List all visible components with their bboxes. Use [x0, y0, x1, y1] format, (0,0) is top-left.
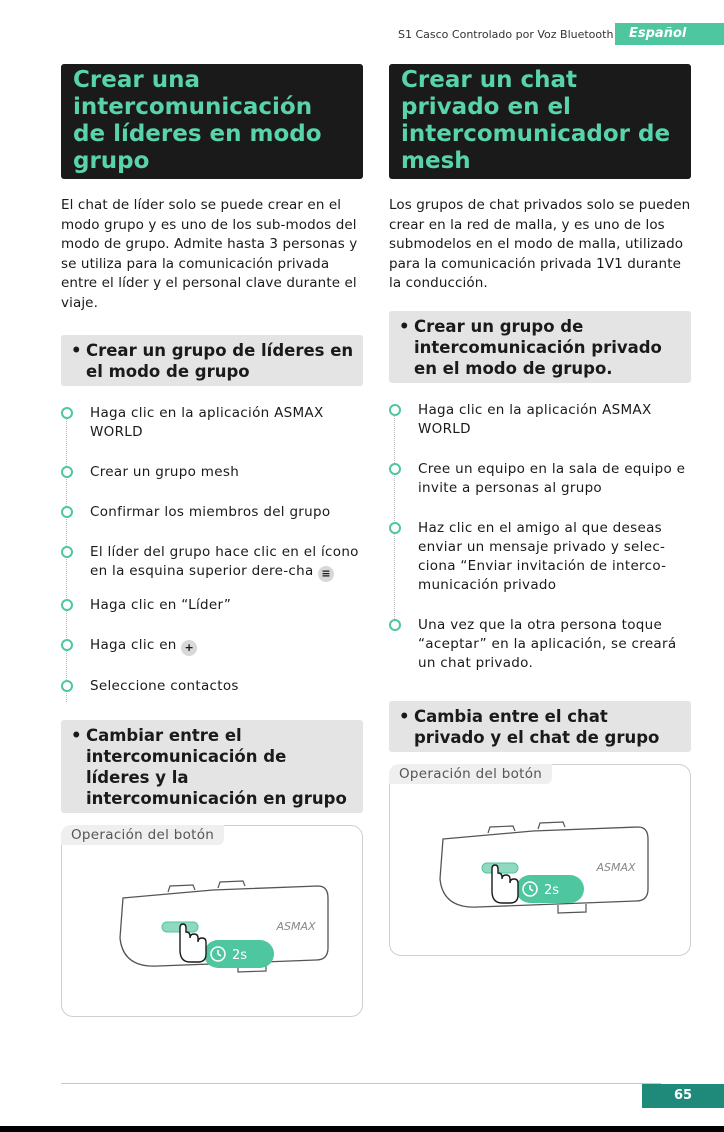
step-text: Una vez que la otra persona toque “aceptar” en la aplicación, se creará un chat privado.: [418, 616, 677, 671]
step-ring-icon: [389, 463, 401, 475]
right-section1-heading: [389, 311, 691, 383]
right-section2-text: Cambia entre el chat privado y el chat de grupo: [414, 706, 660, 747]
bullet-dot: •: [71, 726, 82, 745]
language-badge: Español: [615, 23, 724, 45]
device-illustration: [390, 765, 692, 955]
step-text: Haga clic en la aplicación ASMAX WORLD: [418, 401, 652, 437]
page-number: 65: [642, 1084, 724, 1108]
brand-logo: ASMAX: [596, 860, 636, 874]
left-step-3: [61, 503, 363, 522]
right-section1-text: Crear un grupo de intercomunicación privado en el modo de grupo.: [414, 316, 662, 378]
step-text: Haz clic en el amigo al que deseas enviar un mensaje privado y selec-ciona “Enviar invitación de interco-municación privado: [418, 519, 667, 593]
press-time-text: 2s: [544, 882, 560, 898]
right-step-3: [389, 519, 691, 595]
left-section1-text: Crear un grupo de líderes en el modo de grupo: [86, 341, 354, 381]
device-illustration: [62, 826, 364, 1016]
step-text: Confirmar los miembros del grupo: [90, 504, 331, 520]
footer-divider: [61, 1083, 661, 1084]
left-step-7: [61, 677, 363, 696]
step-ring-icon: [61, 407, 73, 419]
left-steps: [61, 404, 363, 696]
right-steps: [389, 401, 691, 673]
left-step-5: [61, 596, 363, 615]
step-text: Cree un equipo en la sala de equipo e invite a personas al grupo: [418, 460, 686, 496]
step-ring-icon: [61, 680, 73, 692]
step-text: Haga clic en “Líder”: [90, 597, 232, 613]
left-section2-heading: [61, 720, 363, 813]
right-title: Crear un chat privado en el intercomunicador de mesh: [389, 64, 691, 179]
left-step-1: [61, 404, 363, 442]
step-ring-icon: [389, 619, 401, 631]
left-intro: El chat de líder solo se puede crear en el modo grupo y es uno de los sub-modos del modo de grupo. Admite hasta 3 personas y se utiliza para la comunicación privada entre el líder y el personal clave durante el viaje.: [61, 197, 358, 311]
operation-label: Operación del botón: [61, 825, 224, 845]
step-ring-icon: [61, 466, 73, 478]
bottom-edge-bar: [0, 1126, 724, 1132]
press-time-text: 2s: [232, 948, 248, 963]
step-text: El líder del grupo hace clic en el ícono en la esquina superior dere-cha: [90, 544, 359, 579]
step-text: Crear un grupo mesh: [90, 464, 240, 480]
plus-icon: +: [181, 640, 197, 656]
left-step-6: [61, 636, 363, 656]
left-section2-text: Cambiar entre el intercomunicación de líderes y la intercomunicación en grupo: [86, 726, 347, 808]
step-ring-icon: [61, 639, 73, 651]
step-ring-icon: [389, 522, 401, 534]
right-section2-heading: [389, 701, 691, 752]
brand-logo: ASMAX: [276, 920, 316, 933]
step-ring-icon: [61, 546, 73, 558]
step-text: Haga clic en: [90, 637, 177, 653]
left-section1-heading: [61, 335, 363, 386]
operation-label: Operación del botón: [389, 764, 552, 784]
left-step-2: [61, 463, 363, 482]
bullet-dot: •: [399, 316, 410, 336]
menu-icon: ≡: [318, 566, 334, 582]
step-text: Haga clic en la aplicación ASMAX WORLD: [90, 405, 324, 440]
right-intro: Los grupos de chat privados solo se pueden crear en la red de malla, y es uno de los submodelos en el modo de malla, utilizado para la comunicación privada 1V1 durante la conducción.: [389, 197, 691, 291]
left-title: Crear una intercomunicación de líderes en modo grupo: [61, 64, 363, 179]
device-button: [482, 863, 518, 873]
step-ring-icon: [389, 404, 401, 416]
right-step-4: [389, 616, 691, 673]
right-operation-box: [389, 764, 691, 956]
left-column: [61, 64, 363, 1017]
left-step-4: [61, 543, 363, 582]
right-column: [389, 64, 691, 956]
bullet-dot: •: [71, 341, 82, 360]
right-step-1: [389, 401, 691, 439]
left-operation-box: [61, 825, 363, 1017]
header-subtitle: S1 Casco Controlado por Voz Bluetooth: [398, 28, 614, 41]
right-step-2: [389, 460, 691, 498]
step-text: Seleccione contactos: [90, 678, 239, 694]
bullet-dot: •: [399, 706, 410, 726]
step-ring-icon: [61, 506, 73, 518]
step-ring-icon: [61, 599, 73, 611]
